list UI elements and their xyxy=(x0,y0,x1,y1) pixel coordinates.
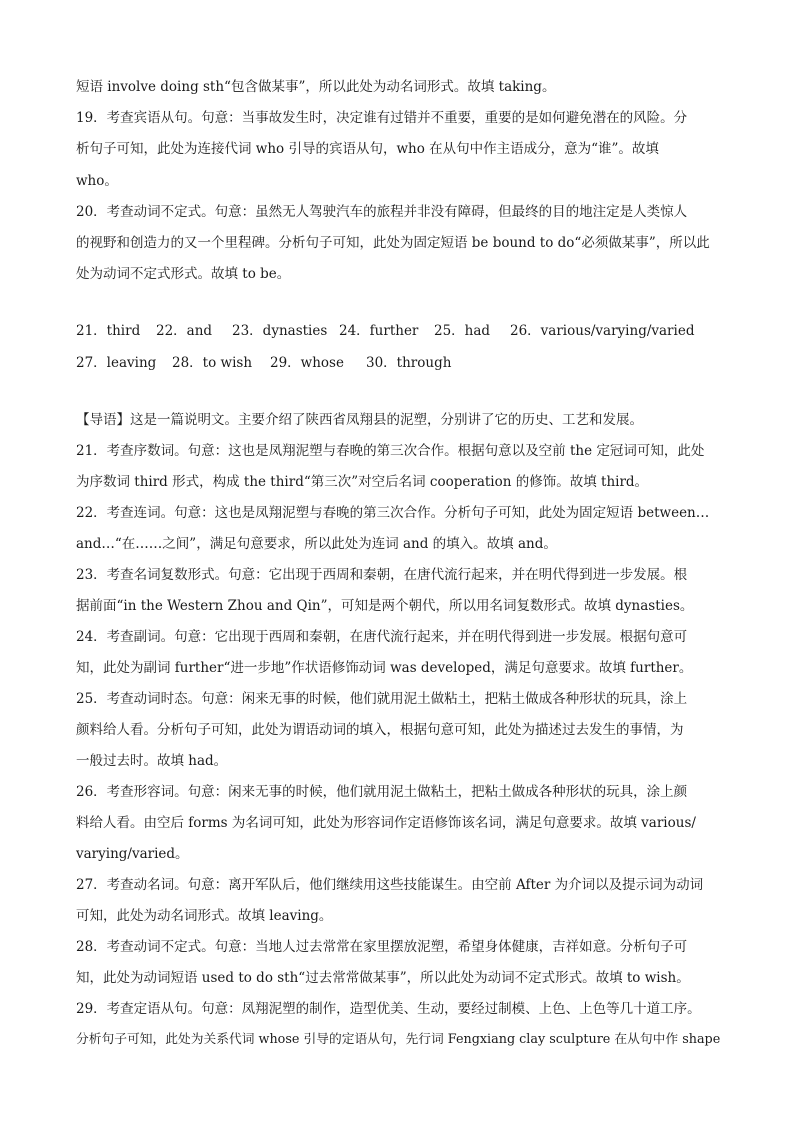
text-line: 知，此处为副词 further“进一步地”作状语修饰动词 was developed，满足句意要求。故填 further。 xyxy=(76,660,693,676)
text-line: 【导语】这是一篇说明文。主要介绍了陕西省凤翔县的泥塑，分别讲了它的历史、工艺和发展。 xyxy=(76,412,643,428)
answer-item: 26．various/varying/varied xyxy=(510,323,695,339)
answer-item: 21．third xyxy=(76,323,141,339)
text-line: 24．考查副词。句意：它出现于西周和秦朝，在唐代流行起来，并在明代得到进一步发展。根据句意可 xyxy=(76,629,688,645)
answer-item: 25．had xyxy=(434,323,491,339)
text-line: 22．考查连词。句意：这也是凤翔泥塑与春晚的第三次合作。分析句子可知，此处为固定短语 between… xyxy=(76,505,710,521)
text-line: 分析句子可知，此处为关系代词 whose 引导的定语从句，先行词 Fengxiang clay sculpture 在从句中作 shape xyxy=(76,1032,721,1047)
answer-item: 30．through xyxy=(366,355,452,371)
text-line: 知，此处为动词短语 used to do sth“过去常常做某事”，所以此处为动词不定式形式。故填 to wish。 xyxy=(76,970,690,986)
answer-item: 27．leaving xyxy=(76,355,157,371)
answer-item: 24．further xyxy=(339,323,419,339)
text-line: 析句子可知，此处为连接代词 who 引导的宾语从句，who 在从句中作主语成分，意为“谁”。故填 xyxy=(76,141,659,157)
text-line: 19．考查宾语从句。句意：当事故发生时，决定谁有过错并不重要，重要的是如何避免潜在的风险。分 xyxy=(76,110,688,126)
text-line: 可知，此处为动名词形式。故填 leaving。 xyxy=(76,908,333,924)
answer-item: 22．and xyxy=(156,323,213,339)
answer-item: 23．dynasties xyxy=(232,323,328,339)
text-line: 处为动词不定式形式。故填 to be。 xyxy=(76,266,291,282)
answer-item: 28．to wish xyxy=(172,355,253,371)
text-line: 26．考查形容词。句意：闲来无事的时候，他们就用泥土做粘土，把粘土做成各种形状的玩具，涂上颜 xyxy=(76,784,688,800)
answer-item: 29．whose xyxy=(270,355,344,371)
text-line: and…“在……之间”，满足句意要求，所以此处为连词 and 的填入。故填 and。 xyxy=(76,536,557,552)
text-line: 29．考查定语从句。句意：凤翔泥塑的制作，造型优美、生动，要经过制模、上色、上色等几十道工序。 xyxy=(76,1001,701,1017)
text-line: 一般过去时。故填 had。 xyxy=(76,753,228,769)
text-line: 23．考查名词复数形式。句意：它出现于西周和秦朝，在唐代流行起来，并在明代得到进一步发展。根 xyxy=(76,567,688,583)
answer-key-row xyxy=(76,321,694,341)
text-line: 28．考查动词不定式。句意：当地人过去常常在家里摆放泥塑，希望身体健康，吉祥如意。分析句子可 xyxy=(76,939,688,955)
text-line: 的视野和创造力的又一个里程碑。分析句子可知，此处为固定短语 be bound to do“必须做某事”，所以此 xyxy=(76,235,710,251)
text-line: varying/varied。 xyxy=(76,846,189,862)
text-line: 短语 involve doing sth“包含做某事”，所以此处为动名词形式。故填 taking。 xyxy=(76,79,556,95)
text-line: 料给人看。由空后 forms 为名词可知，此处为形容词作定语修饰该名词，满足句意要求。故填 various/ xyxy=(76,815,696,831)
text-line: 据前面“in the Western Zhou and Qin”，可知是两个朝代，所以用名词复数形式。故填 dynasties。 xyxy=(76,598,694,614)
text-line: who。 xyxy=(76,173,118,189)
text-line: 21．考查序数词。句意：这也是凤翔泥塑与春晚的第三次合作。根据句意以及空前 the 定冠词可知，此处 xyxy=(76,443,705,459)
text-line: 为序数词 third 形式，构成 the third“第三次”对空后名词 cooperation 的修饰。故填 third。 xyxy=(76,474,649,490)
answer-key-row xyxy=(76,353,451,373)
text-line: 25．考查动词时态。句意：闲来无事的时候，他们就用泥土做粘土，把粘土做成各种形状的玩具，涂上 xyxy=(76,691,688,707)
text-line: 27．考查动名词。句意：离开军队后，他们继续用这些技能谋生。由空前 After 为介词以及提示词为动词 xyxy=(76,877,704,893)
text-line: 颜料给人看。分析句子可知，此处为谓语动词的填入，根据句意可知，此处为描述过去发生的事情，为 xyxy=(76,722,684,738)
text-line: 20．考查动词不定式。句意：虽然无人驾驶汽车的旅程并非没有障碍，但最终的目的地注定是人类惊人 xyxy=(76,204,688,220)
